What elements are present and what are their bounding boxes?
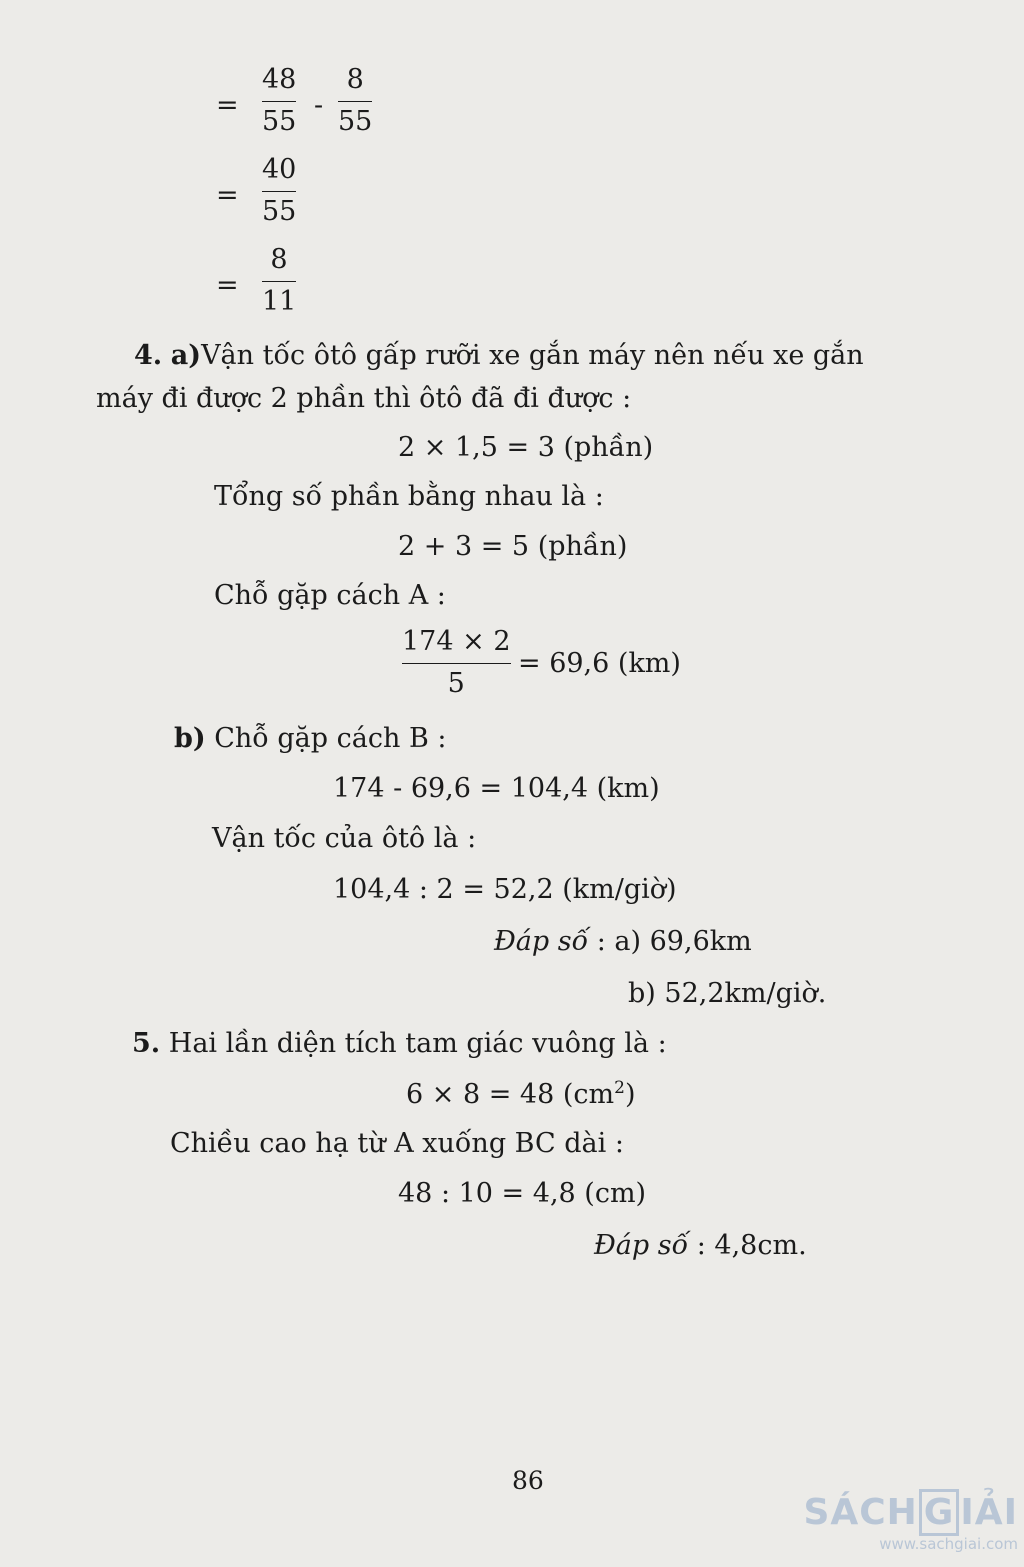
equals-sign: = bbox=[216, 90, 239, 121]
problem-5-intro: 5. Hai lần diện tích tam giác vuông là : bbox=[132, 1028, 667, 1059]
fraction-8-55: 8 55 bbox=[338, 64, 373, 137]
calc-result: = 69,6 (km) bbox=[518, 648, 681, 679]
sachgiai-watermark bbox=[803, 1492, 1018, 1553]
fraction-48-55: 48 55 bbox=[262, 64, 297, 137]
minus-sign: - bbox=[314, 90, 324, 121]
text-line: Tổng số phần bằng nhau là : bbox=[214, 481, 604, 512]
problem-number: 4. bbox=[134, 340, 163, 371]
calc-line: 104,4 : 2 = 52,2 (km/giờ) bbox=[333, 874, 677, 905]
problem-4-intro-line1: 4. a)Vận tốc ôtô gấp rưỡi xe gắn máy nên nếu xe gắn bbox=[134, 340, 864, 371]
sachgiai-logo: SÁCH G IẢI bbox=[803, 1492, 1018, 1533]
equals-sign: = bbox=[216, 180, 239, 211]
answer-line: Đáp số : 4,8cm. bbox=[594, 1230, 807, 1261]
answer-line-a: Đáp số : a) 69,6km bbox=[494, 926, 752, 957]
equals-sign: = bbox=[216, 270, 239, 301]
answer-label: Đáp số bbox=[594, 1230, 689, 1261]
part-a-label: a) bbox=[170, 340, 202, 371]
answer-line-b: b) 52,2km/giờ. bbox=[628, 978, 827, 1009]
part-b-label: b) bbox=[174, 723, 206, 754]
problem-4-intro-line2: máy đi được 2 phần thì ôtô đã đi được : bbox=[96, 383, 632, 414]
calc-line: 2 + 3 = 5 (phần) bbox=[398, 531, 628, 562]
calc-line: 48 : 10 = 4,8 (cm) bbox=[398, 1178, 647, 1209]
problem-number: 5. bbox=[132, 1028, 161, 1059]
text-line: Chiều cao hạ từ A xuống BC dài : bbox=[170, 1128, 624, 1159]
page-number: 86 bbox=[512, 1466, 544, 1495]
part-b-line: b) Chỗ gặp cách B : bbox=[174, 723, 447, 754]
fraction-8-11: 8 11 bbox=[262, 244, 297, 317]
text-line: Vận tốc của ôtô là : bbox=[212, 823, 477, 854]
fraction-174x2-over-5: 174 × 2 5 bbox=[402, 626, 511, 699]
watermark-url: www.sachgiai.com bbox=[879, 1535, 1018, 1553]
calc-line: 174 - 69,6 = 104,4 (km) bbox=[333, 773, 660, 804]
calc-line: 6 × 8 = 48 $(cm^2)$ bbox=[406, 1078, 636, 1110]
text-line: Chỗ gặp cách A : bbox=[214, 580, 446, 611]
fraction-40-55: 40 55 bbox=[262, 154, 297, 227]
answer-label: Đáp số bbox=[494, 926, 589, 957]
calc-line: 2 × 1,5 = 3 (phần) bbox=[398, 432, 654, 463]
